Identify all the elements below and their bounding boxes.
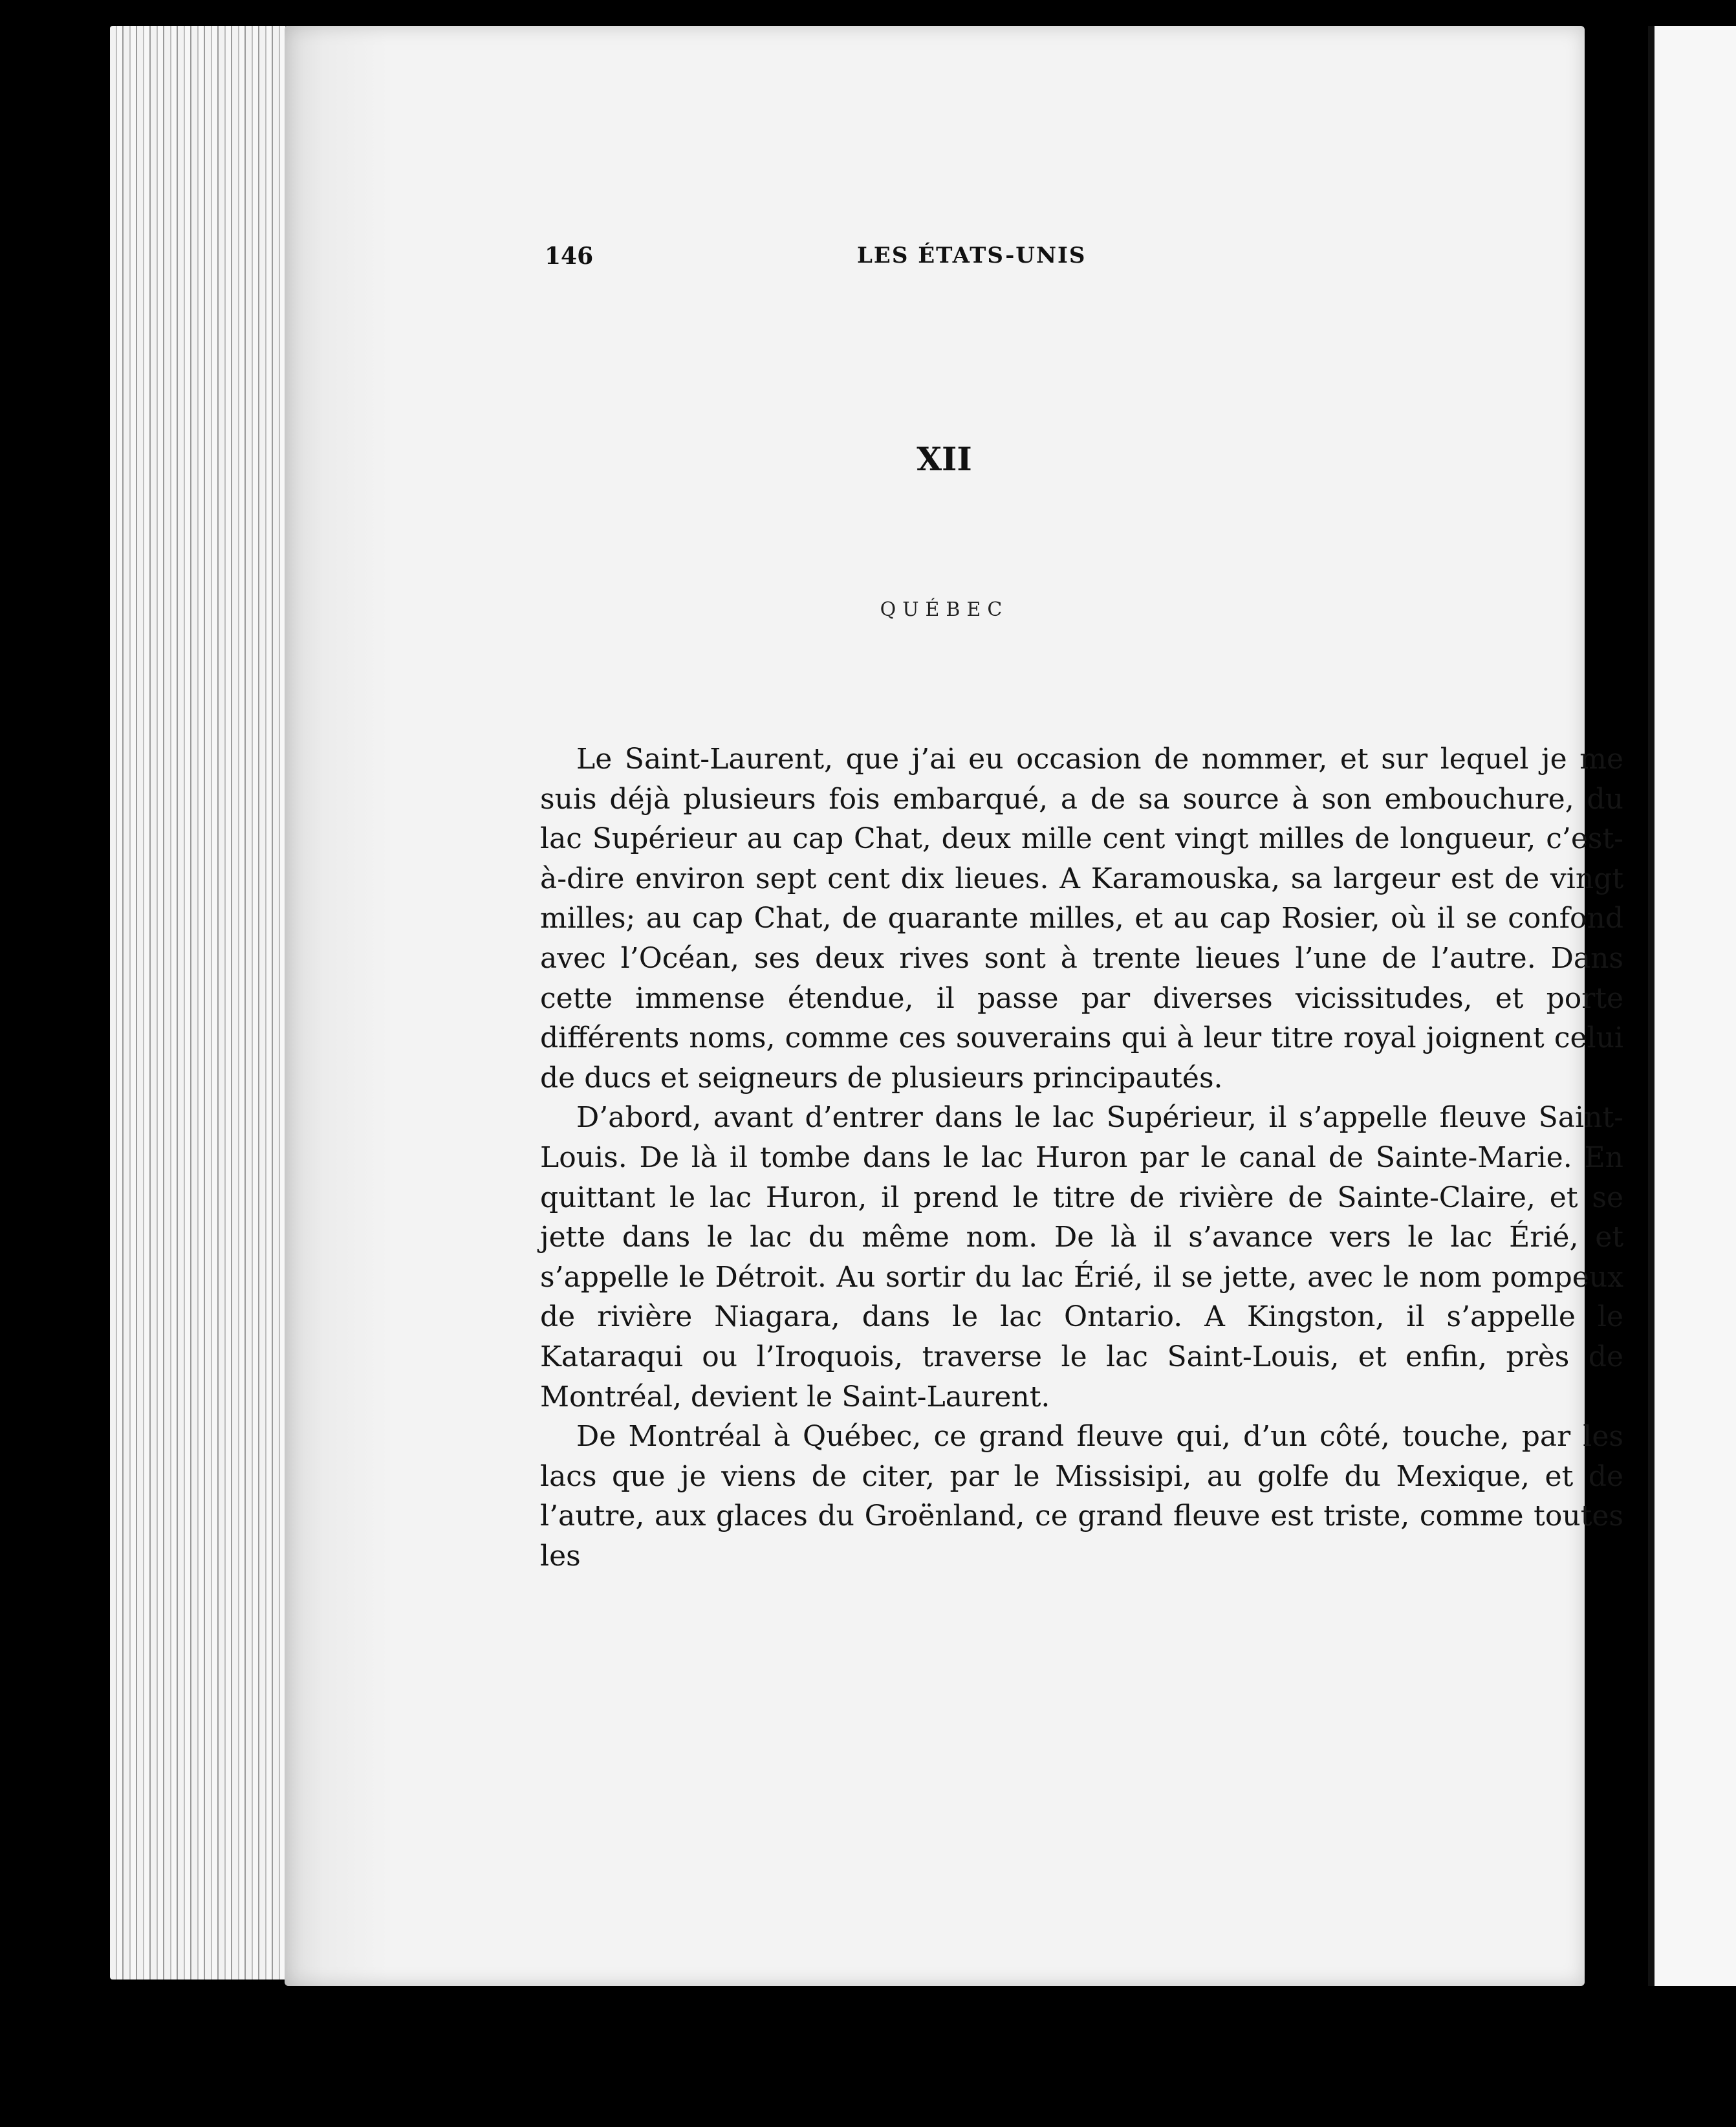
paragraph: Le Saint-Laurent, que j’ai eu occasion de nommer, et sur lequel je me suis déjà plusieurs fois embarqué, a de sa source à son embouchure, du lac Supérieur au cap Chat, deux mille cent vingt milles de longueur, c’est-à-dire environ sept cent dix lieues. A Karamouska, sa largeur est de vingt milles; au cap Chat, de quarante milles, et au cap Rosier, où il se confond avec l’Océan, ses deux rives sont à trente lieues l’une de l’autre. Dans cette immense étendue, il passe par diverses vicissitudes, et porte différents noms, comme ces souverains qui à leur titre royal joignent celui de ducs et seigneurs de plusieurs principautés. — [540, 743, 1623, 1095]
chapter-title: QUÉBEC — [880, 598, 1009, 621]
book-page — [285, 26, 1623, 1986]
paragraph: D’abord, avant d’entrer dans le lac Supérieur, il s’appelle fleuve Saint-Louis. De là il tombe dans le lac Huron par le canal de Sainte-Marie. En quittant le lac Huron, il prend le titre de rivière de Sainte-Claire, et se jette dans le lac du même nom. De là il s’avance vers le lac Érié, et s’appelle le Détroit. Au sortir du lac Érié, il se jette, avec le nom pompeux de rivière Niagara, dans le lac Ontario. A Kingston, il s’appelle le Kataraqui ou l’Iroquois, traverse le lac Saint-Louis, et enfin, près de Montréal, devient le Saint-Laurent. — [540, 1101, 1623, 1413]
page-number: 146 — [545, 243, 594, 270]
running-head: LES ÉTATS-UNIS — [857, 243, 1087, 268]
page-header — [285, 243, 1585, 281]
paragraph: De Montréal à Québec, ce grand fleuve qui, d’un côté, touche, par les lacs que je viens de citer, par le Missisipi, au golfe du Mexique, et de l’autre, aux glaces du Groënland, ce grand fleuve est triste, comme toutes les — [540, 1420, 1623, 1573]
chapter-number: XII — [917, 440, 972, 478]
facing-page-edge — [1648, 26, 1736, 1986]
body-text — [540, 739, 1623, 1576]
